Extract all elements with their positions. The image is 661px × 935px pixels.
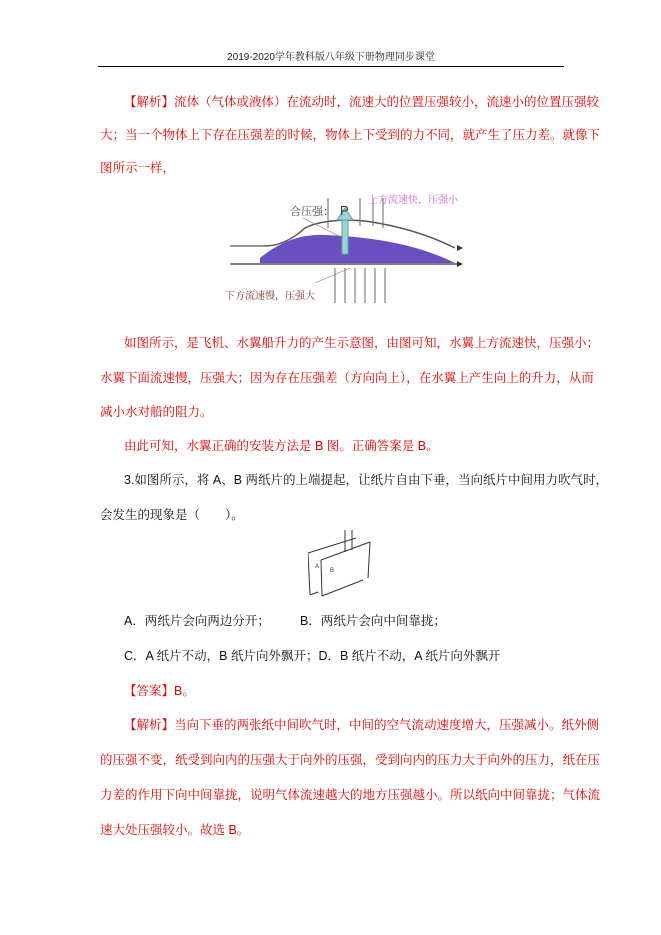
figure-label-bottom: 下方流速慢，压强大 xyxy=(225,291,315,302)
figure-label-p: P xyxy=(340,203,349,218)
analysis-line: 【解析】当向下垂的两张纸中间吹气时，中间的空气流动速度增大，压强减小。纸外侧 xyxy=(124,718,600,732)
analysis-line: 【解析】流体（气体或液体）在流动时，流速大的位置压强较小，流速小的位置压强较 xyxy=(124,95,600,109)
hydrofoil-diagram xyxy=(225,188,465,308)
header-divider xyxy=(98,66,564,67)
analysis-line: 图所示一样， xyxy=(100,161,176,175)
sheet-label-a: A xyxy=(315,564,320,570)
page-header: 2019-2020学年教科版八年级下册物理同步课堂 xyxy=(227,52,435,63)
sheet-label-b: B xyxy=(330,568,335,574)
option-a: A．两纸片会向两边分开； xyxy=(124,614,270,628)
option-cd: C．A 纸片不动，B 纸片向外飘开；D．B 纸片不动，A 纸片向外飘开 xyxy=(124,649,501,663)
analysis-line: 力差的作用下向中间靠拢，说明气体流速越大的地方压强越小。所以纸向中间靠拢；气体流 xyxy=(100,788,601,802)
question-line: 3.如图所示，将 A、B 两纸片的上端提起，让纸片自由下垂，当向纸片中间用力吹气时， xyxy=(124,473,609,487)
analysis-line: 速大处压强较小。故选 B。 xyxy=(100,823,250,837)
analysis-line: 减小水对船的阻力。 xyxy=(100,405,213,419)
figure-label-total: 合压强： xyxy=(290,206,334,218)
question-line: 会发生的现象是（ ）。 xyxy=(100,508,244,522)
paper-sheets-diagram xyxy=(308,530,388,600)
conclusion-line: 由此可知，水翼正确的安装方法是 B 图。正确答案是 B。 xyxy=(124,439,439,453)
answer-line: 【答案】B。 xyxy=(124,684,195,698)
figure-label-top: 上方流速快，压强小 xyxy=(368,195,458,206)
analysis-line: 如图所示，是飞机、水翼船升力的产生示意图，由图可知，水翼上方流速快，压强小； xyxy=(124,336,600,350)
option-b: B．两纸片会向中间靠拢； xyxy=(300,614,446,628)
analysis-line: 大；当一个物体上下存在压强差的时候，物体上下受到的力不同，就产生了压力差。就像下 xyxy=(100,128,601,142)
analysis-line: 的压强不变，纸受到向内的压强大于向外的压强，受到向内的压力大于向外的压力，纸在压 xyxy=(100,753,601,767)
analysis-line: 水翼下面流速慢，压强大；因为存在压强差（方向向上），在水翼上产生向上的升力，从而 xyxy=(100,371,594,385)
